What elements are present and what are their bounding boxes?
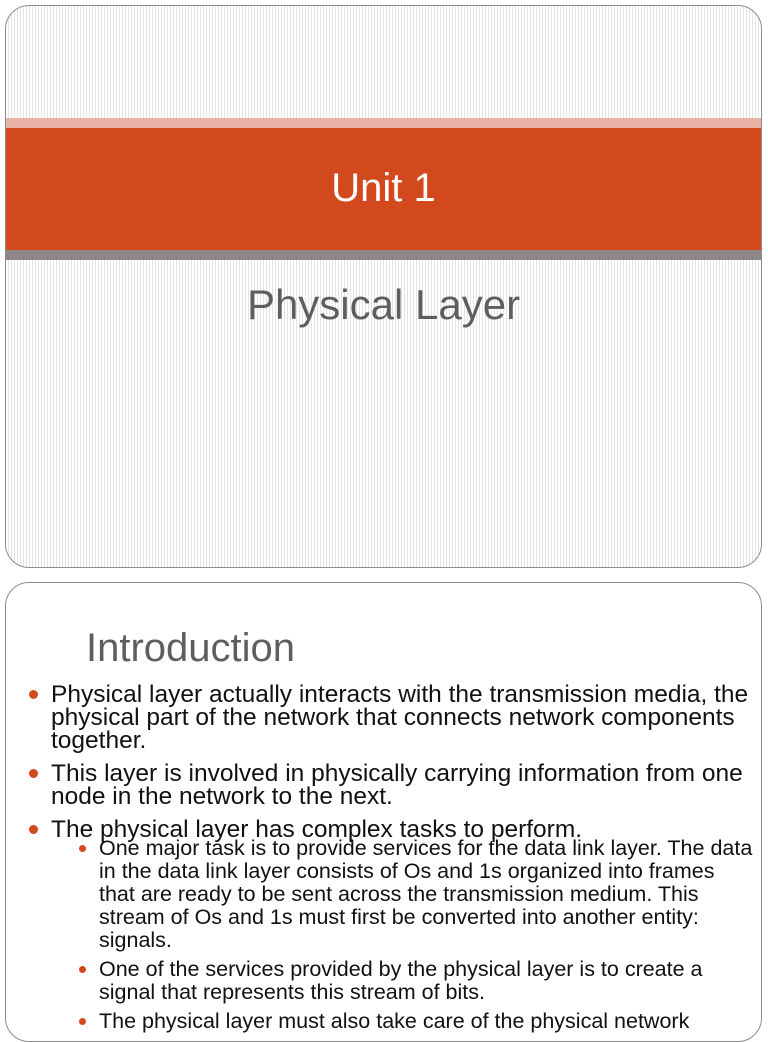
- content-slide: [5, 582, 762, 1042]
- title-slide: [5, 5, 762, 568]
- slide-heading: Introduction: [86, 626, 296, 670]
- bullet-text: Physical layer actually interacts with the transmission media, the physical part of the network that connects network components together.: [51, 681, 749, 754]
- slide-title: Unit 1: [331, 166, 436, 210]
- slide-subtitle: Physical Layer: [246, 281, 521, 328]
- sub-list-item: [76, 1010, 756, 1033]
- bullet-text: This layer is involved in physically carrying information from one node in the network to the next.: [51, 760, 743, 810]
- sub-list-item: [76, 837, 756, 952]
- title-band-top-stripe: [6, 118, 761, 128]
- bullet-dot-icon: [29, 769, 38, 778]
- list-item: [26, 683, 756, 752]
- sub-bullet-list: [51, 837, 756, 1033]
- sub-bullet-text: The physical layer must also take care of the physical network: [99, 1009, 690, 1033]
- sub-bullet-dot-icon: [79, 966, 86, 973]
- bullet-dot-icon: [29, 690, 38, 699]
- sub-bullet-dot-icon: [79, 845, 86, 852]
- title-band-bottom-stripe: [6, 250, 761, 260]
- bullet-text: The physical layer has complex tasks to perform.: [51, 816, 583, 843]
- bullet-dot-icon: [29, 825, 38, 834]
- sub-bullet-text: One of the services provided by the physical layer is to create a signal that represents this stream of bits.: [99, 957, 703, 1004]
- list-item: [26, 818, 756, 1033]
- bullet-list: [26, 683, 756, 1042]
- sub-bullet-text: One major task is to provide services for the data link layer. The data in the data link layer consists of Os and 1s organized into frames that are ready to be sent across the transmission medium. This stream of Os and 1s must first be converted into another entity: signals.: [99, 836, 753, 952]
- sub-list-item: [76, 958, 756, 1004]
- list-item: [26, 762, 756, 808]
